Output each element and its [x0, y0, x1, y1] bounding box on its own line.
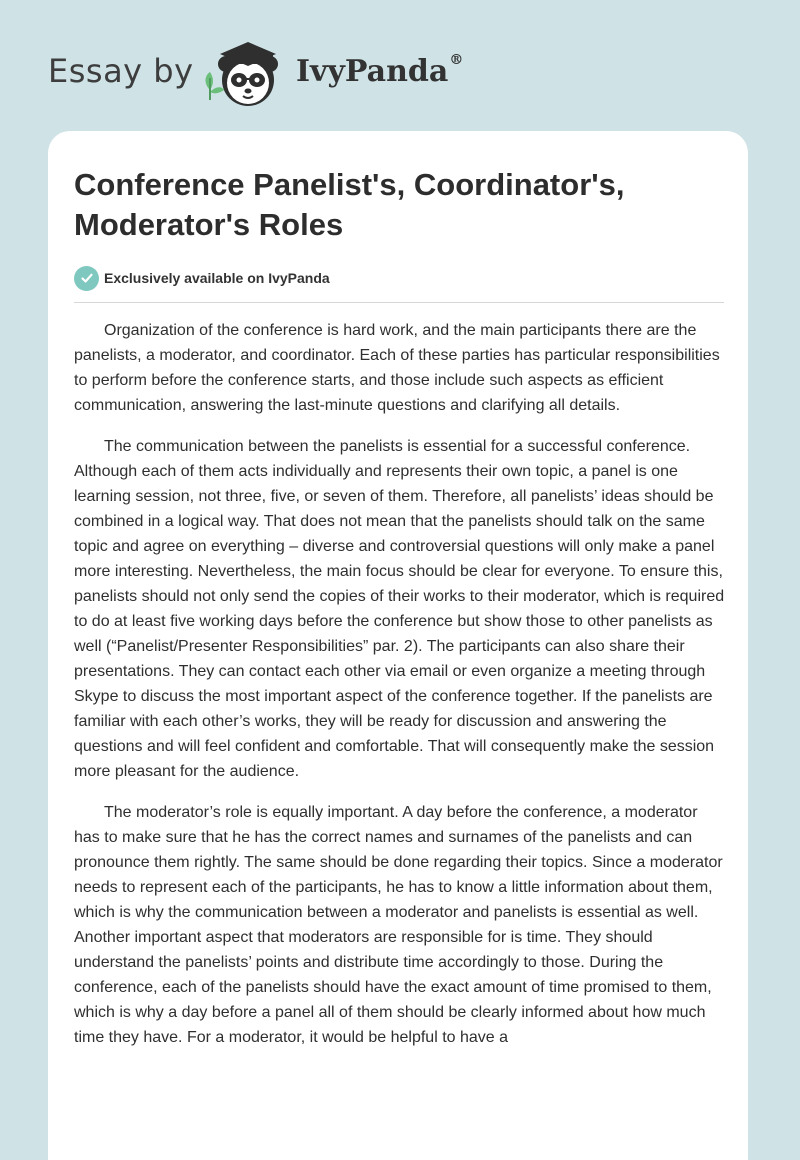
- exclusive-badge: [74, 265, 330, 291]
- brand-name-text: IvyPanda: [296, 54, 449, 89]
- check-icon: [74, 266, 99, 291]
- registered-mark: ®: [449, 52, 464, 68]
- paragraph: The communication between the panelists is essential for a successful conference. Although each of them acts individually and represents their own topic, a panel is one learning session, not three, five, or seven of them. Therefore, all panelists’ ideas should be combined in a logical way. That does not mean that the panelists should talk on the same topic and agree on everything – diverse and controversial questions will only make a panel more interesting. Nevertheless, the main focus should be clear for everyone. To ensure this, panelists should not only send the copies of their works to their moderator, which is required to do at least five working days before the conference but show those to other panelists as well (“Panelist/Presenter Responsibilities” par. 2). The participants can also share their presentations. They can contact each other via email or even organize a meeting through Skype to discuss the most important aspect of the conference together. If the panelists are familiar with each other’s works, they will be ready for discussion and answering the questions and will feel confident and comfortable. That will consequently make the session more pleasant for the audience.: [74, 438, 725, 780]
- site-header: [48, 34, 508, 114]
- paragraph: The moderator’s role is equally important. A day before the conference, a moderator has to make sure that he has the correct names and surnames of the panelists and can pronounce them rightly. The same should be done regarding their topics. Since a moderator needs to represent each of the participants, he has to know a little information about them, which is why the communication between a moderator and panelists is essential as well. Another important aspect that moderators are responsible for is time. They should understand the panelists’ points and distribute time accordingly to those. During the conference, each of the panelists should have the exact amount of time promised to them, which is why a day before a panel all of them should be clearly informed about how much time they have. For a moderator, it would be helpful to have a: [74, 804, 723, 1046]
- essay-body: [74, 318, 726, 1066]
- essay-by-label: Essay by: [48, 52, 194, 90]
- exclusive-badge-label: Exclusively available on IvyPanda: [104, 270, 330, 286]
- brand-name[interactable]: [296, 54, 463, 89]
- paragraph: Organization of the conference is hard work, and the main participants there are the panelists, a moderator, and coordinator. Each of these parties has particular responsibilities to perform before the conference starts, and those include such aspects as efficient communication, answering the last-minute questions and clarifying all details.: [74, 322, 720, 414]
- panda-graduate-icon[interactable]: [198, 34, 288, 114]
- divider: [74, 302, 724, 303]
- page-title: Conference Panelist's, Coordinator's, Moderator's Roles: [74, 167, 625, 242]
- essay-card: [48, 131, 748, 1160]
